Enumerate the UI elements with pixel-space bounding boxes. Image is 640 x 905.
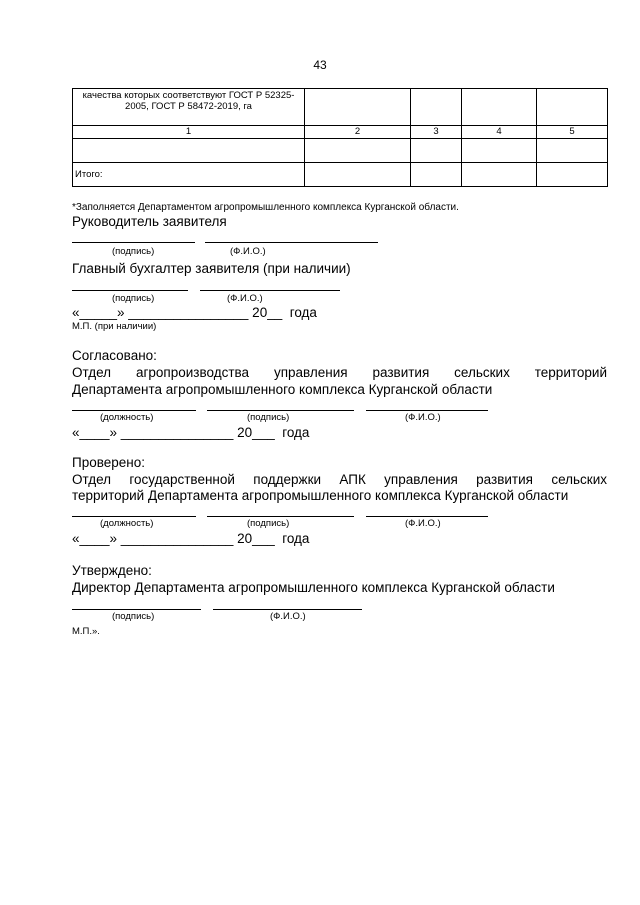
column-number: 5: [537, 126, 608, 139]
table-cell: [462, 89, 537, 126]
table-cell[interactable]: [73, 139, 305, 163]
checked-department-line-2: территорий Департамента агропромышленного комплекса Курганской области: [72, 488, 569, 503]
signature-caption: (подпись): [247, 518, 290, 529]
table-cell: [305, 89, 411, 126]
signature-line[interactable]: [72, 290, 188, 291]
column-number-row: [73, 126, 608, 139]
name-caption: (Ф.И.О.): [227, 293, 263, 304]
table-cell[interactable]: [537, 163, 608, 187]
table-row: [73, 139, 608, 163]
signature-caption: (подпись): [247, 412, 290, 423]
signature-caption: (подпись): [112, 293, 155, 304]
director-line: Директор Департамента агропромышленного комплекса Курганской области: [72, 580, 555, 595]
date-line[interactable]: «_____» ________________ 20__ года: [72, 305, 317, 320]
position-line[interactable]: [72, 516, 196, 517]
signature-line[interactable]: [72, 609, 201, 610]
name-line[interactable]: [366, 516, 488, 517]
column-number: 4: [462, 126, 537, 139]
position-caption: (должность): [100, 518, 154, 529]
name-caption: (Ф.И.О.): [270, 611, 306, 622]
name-line[interactable]: [366, 410, 488, 411]
signature-line[interactable]: [207, 410, 354, 411]
position-caption: (должность): [100, 412, 154, 423]
total-row: [73, 163, 608, 187]
column-number: 2: [305, 126, 411, 139]
date-line[interactable]: «____» _______________ 20___ года: [72, 425, 310, 440]
name-caption: (Ф.И.О.): [405, 412, 441, 423]
table-cell[interactable]: [537, 139, 608, 163]
agreed-department-line-2: Департамента агропромышленного комплекса Курганской области: [72, 382, 493, 397]
table-cell[interactable]: [305, 139, 411, 163]
table-cell: [411, 89, 462, 126]
total-label: Итого:: [73, 163, 305, 187]
column-number: 3: [411, 126, 462, 139]
table-cell[interactable]: [462, 163, 537, 187]
date-line[interactable]: «____» _______________ 20___ года: [72, 531, 310, 546]
signature-caption: (подпись): [112, 611, 155, 622]
footnote: *Заполняется Департаментом агропромышленного комплекса Курганской области.: [72, 202, 459, 213]
signature-line[interactable]: [207, 516, 354, 517]
stamp-note: М.П.».: [72, 626, 100, 637]
agreed-heading: Согласовано:: [72, 348, 157, 363]
signature-line[interactable]: [72, 242, 195, 243]
name-caption: (Ф.И.О.): [405, 518, 441, 529]
checked-heading: Проверено:: [72, 455, 145, 470]
page-number: 43: [313, 58, 327, 72]
data-table: [72, 88, 608, 187]
name-line[interactable]: [200, 290, 340, 291]
stamp-note: М.П. (при наличии): [72, 321, 157, 332]
column-number: 1: [73, 126, 305, 139]
approved-heading: Утверждено:: [72, 563, 152, 578]
table-cell[interactable]: [462, 139, 537, 163]
signature-caption: (подпись): [112, 246, 155, 257]
name-line[interactable]: [213, 609, 362, 610]
checked-department-line-1: Отдел государственной поддержки АПК управления развития сельских: [72, 472, 607, 487]
position-line[interactable]: [72, 410, 196, 411]
name-line[interactable]: [205, 242, 378, 243]
table-header-text: качества которых соответствуют ГОСТ Р 52325-2005, ГОСТ Р 58472-2019, га: [82, 90, 295, 112]
chief-accountant-title: Главный бухгалтер заявителя (при наличии): [72, 261, 351, 276]
name-caption: (Ф.И.О.): [230, 246, 266, 257]
table-cell[interactable]: [411, 139, 462, 163]
agreed-department-line-1: Отдел агропроизводства управления развития сельских территорий: [72, 365, 607, 380]
table-header-cell: [73, 89, 305, 126]
applicant-head-title: Руководитель заявителя: [72, 214, 227, 229]
table-cell: [537, 89, 608, 126]
table-cell[interactable]: [305, 163, 411, 187]
table-cell[interactable]: [411, 163, 462, 187]
